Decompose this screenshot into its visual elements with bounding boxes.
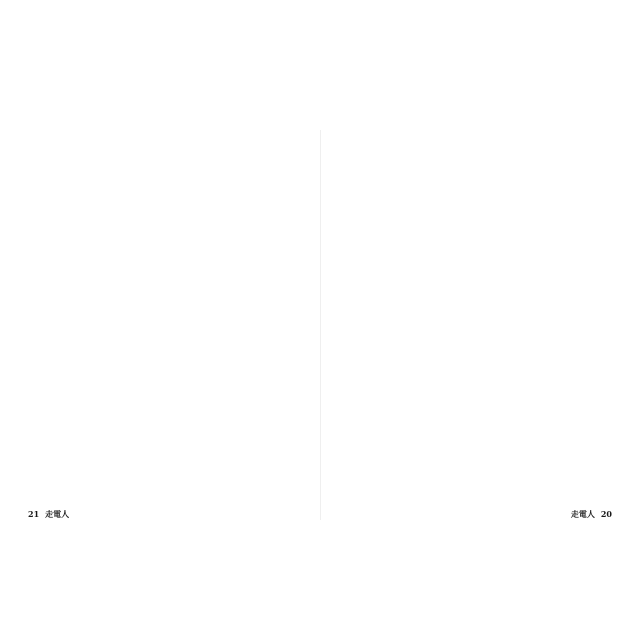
left-page-running-head: 走電人 bbox=[45, 509, 70, 519]
left-page bbox=[28, 130, 304, 520]
left-page-folio bbox=[28, 509, 69, 520]
right-page bbox=[336, 130, 612, 520]
right-page-text-block bbox=[336, 130, 612, 498]
book-spread bbox=[28, 130, 612, 520]
gutter bbox=[320, 130, 321, 520]
right-page-folio bbox=[571, 509, 612, 520]
right-page-running-head: 走電人 bbox=[570, 509, 595, 519]
right-page-number: 20 bbox=[600, 509, 612, 519]
left-page-text-block bbox=[28, 130, 304, 498]
left-page-number: 21 bbox=[28, 509, 40, 519]
